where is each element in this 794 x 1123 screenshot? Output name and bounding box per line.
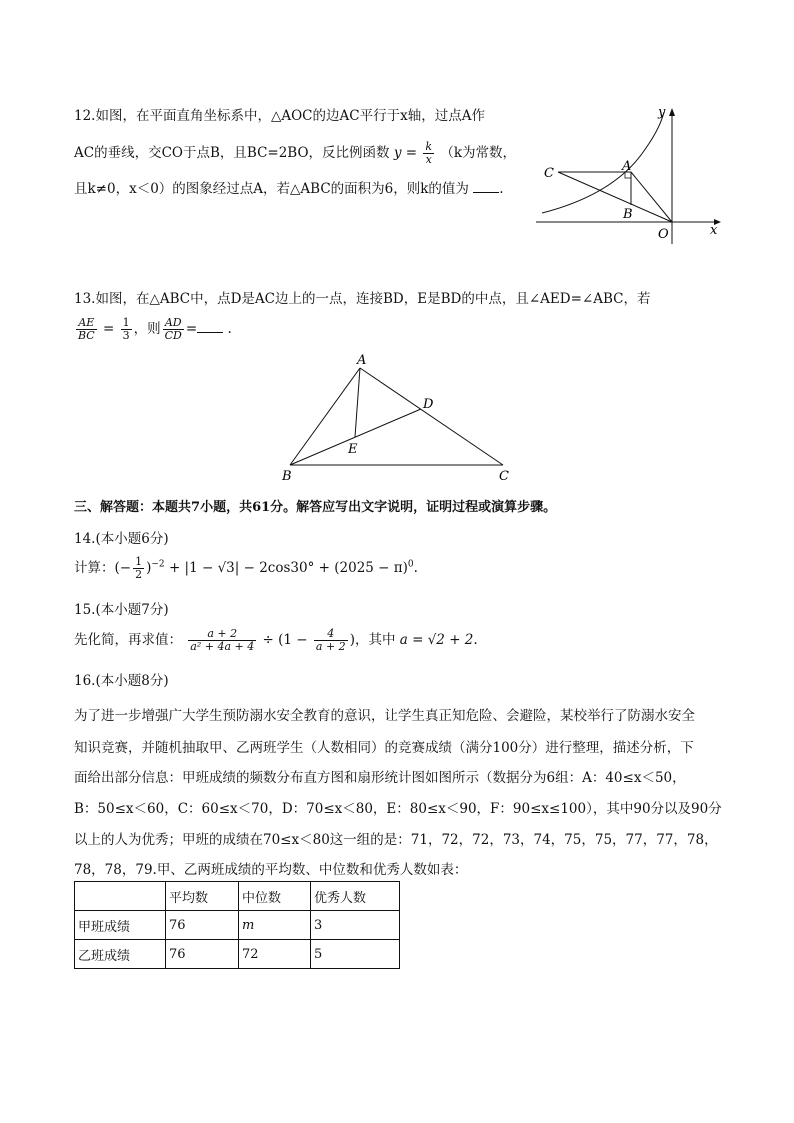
q14-expr-c: + |1 − √3| − 2cos30° + (2025 − π) <box>164 560 408 576</box>
q14-expr-a: (− <box>114 560 132 576</box>
q12-func-den: x <box>425 153 432 166</box>
label-E: E <box>348 442 358 457</box>
q14-frac-num: 1 <box>135 555 143 568</box>
q13-frac3-num: AD <box>163 317 184 330</box>
segment-AO <box>631 172 672 222</box>
q13-frac1-den: BC <box>78 329 95 342</box>
table-header-cell: 中位数 <box>239 882 311 911</box>
q13-line1: 13.如图，在△ABC中，点D是AC边上的一点，连接BD，E是BD的中点，且∠AED=∠ABC，若 <box>74 291 651 307</box>
q15-div: ÷ (1 − <box>262 632 308 648</box>
q12-line1: 12.如图，在平面直角坐标系中，△AOC的边AC平行于x轴，过点A作 <box>74 108 485 124</box>
q15-where: ，其中 <box>354 632 396 648</box>
q13-frac-AD-CD <box>163 317 184 342</box>
label-C: C <box>544 166 554 181</box>
table-cell: 乙班成绩 <box>75 940 166 969</box>
label-O: O <box>658 227 669 242</box>
q14-exp1: −2 <box>151 559 165 570</box>
section3-title-e: 分。解答应写出文字说明，证明过程或演算步骤。 <box>270 500 557 515</box>
q13-answer-blank <box>197 320 223 333</box>
q13-frac3-den: CD <box>164 329 182 342</box>
table-cell: 76 <box>166 940 239 969</box>
q14-expr-end: . <box>413 560 418 576</box>
table-cell: 3 <box>311 911 400 940</box>
q16-line-2: 知识竞赛，并随机抽取甲、乙两班学生（人数相同）的竞赛成绩（满分100分）进行整理，描述分析，下 <box>74 740 694 756</box>
q15-f2-num: 4 <box>314 628 348 641</box>
section3-title-a: 三、解答题：本题共 <box>74 500 192 515</box>
q12-func-fraction <box>423 141 434 166</box>
label-A: A <box>357 353 367 368</box>
q14-frac-den: 2 <box>135 568 143 581</box>
table-row <box>75 911 400 940</box>
q12-func-y: y = <box>393 145 418 161</box>
y-axis-arrow <box>669 108 675 116</box>
q15-intro: 先化简，再求值： <box>74 632 182 648</box>
q14-fraction <box>133 556 144 581</box>
q12-coordinate-figure <box>536 98 736 246</box>
label-x: x <box>710 223 718 238</box>
q12-line3-text: 且k≠0，x＜0）的图象经过点A，若△ABC的面积为6，则k的值为 <box>74 181 469 197</box>
q15-f1-den: a² + 4a + 4 <box>190 640 255 653</box>
section3-title-d: 61 <box>252 500 271 515</box>
table-cell: 5 <box>311 940 400 969</box>
table-cell: 72 <box>239 940 311 969</box>
q16-line-4: B：50≤x＜60，C：60≤x＜70，D：70≤x＜80，E：80≤x＜90，F：90≤x≤100），其中90分以及90分 <box>74 801 722 817</box>
q15-value: a = √2 + 2 <box>399 632 474 648</box>
q16-header: 16.(本小题8分) <box>74 673 169 689</box>
segment-CO <box>558 172 672 222</box>
q15-f2-den: a + 2 <box>315 640 346 653</box>
table-header-cell: 平均数 <box>166 882 239 911</box>
q14-expr-b: ) <box>146 560 152 576</box>
q15-header: 15.(本小题7分) <box>74 602 169 618</box>
q14-expression <box>74 556 418 581</box>
table-row <box>75 940 400 969</box>
q12-line3 <box>74 177 504 197</box>
label-C: C <box>499 469 509 484</box>
table-cell: m <box>239 911 311 940</box>
segment-AC <box>360 368 503 465</box>
label-B: B <box>282 469 292 484</box>
table-header-cell <box>75 882 166 911</box>
q13-frac1-num: AE <box>76 317 97 330</box>
q15-f1-num: a + 2 <box>188 628 256 641</box>
q16-line-3: 面给出部分信息：甲班成绩的频数分布直方图和扇形统计图如图所示（数据分为6组：A：40≤x＜50， <box>74 770 686 786</box>
q13-triangle-figure <box>278 350 518 486</box>
section3-title-b: 7 <box>191 500 201 515</box>
table-cell: 76 <box>166 911 239 940</box>
q13-line2 <box>74 317 232 342</box>
q12-line3-end: . <box>499 181 504 197</box>
label-y: y <box>658 105 666 120</box>
table-header-row <box>75 882 400 911</box>
q15-fraction-1 <box>188 628 256 653</box>
label-A: A <box>622 159 632 174</box>
q12-line2 <box>74 141 516 166</box>
q13-frac2-num: 1 <box>122 316 130 329</box>
q12-answer-blank <box>473 180 499 193</box>
q15-close: ) <box>349 632 355 648</box>
q16-line-1: 为了进一步增强广大学生预防溺水安全教育的意识，让学生真正知危险、会避险，某校举行了防溺水安全 <box>74 708 695 724</box>
table-header-cell: 优秀人数 <box>311 882 400 911</box>
q13-frac2-den: 3 <box>122 329 130 342</box>
table-cell: 甲班成绩 <box>75 911 166 940</box>
q13-then: ，则 <box>133 321 161 337</box>
q16-line-5: 以上的人为优秀；甲班的成绩在70≤x＜80这一组的是：71，72，72，73，74，75，75，77，77，78， <box>74 832 718 848</box>
q13-eq: = <box>103 321 115 337</box>
segment-AE <box>355 368 360 437</box>
q12-line2b: （k为常数， <box>440 145 517 161</box>
q16-score-table <box>74 881 400 969</box>
label-D: D <box>423 397 434 412</box>
q15-end: . <box>473 632 478 648</box>
q13-frac-AE-BC <box>76 317 97 342</box>
q13-frac-one-third <box>121 317 132 342</box>
label-B: B <box>623 207 633 222</box>
q14-exp2: 0 <box>407 559 414 570</box>
q13-eq2: = <box>185 321 198 337</box>
q12-func-num: k <box>425 140 433 153</box>
q16-line-6: 78，78，79.甲、乙两班成绩的平均数、中位数和优秀人数如表： <box>74 862 468 878</box>
q12-line2a: AC的垂线，交CO于点B，且BC=2BO，反比例函数 <box>74 145 390 161</box>
q14-header: 14.(本小题6分) <box>74 531 169 547</box>
hyperbola-curve <box>542 112 664 213</box>
q15-expression <box>74 628 478 653</box>
q13-end: . <box>227 321 232 337</box>
section3-title <box>74 496 556 515</box>
q15-fraction-2 <box>314 628 348 653</box>
section3-title-c: 小题，共 <box>200 500 253 515</box>
q14-calc-label: 计算： <box>74 560 115 576</box>
